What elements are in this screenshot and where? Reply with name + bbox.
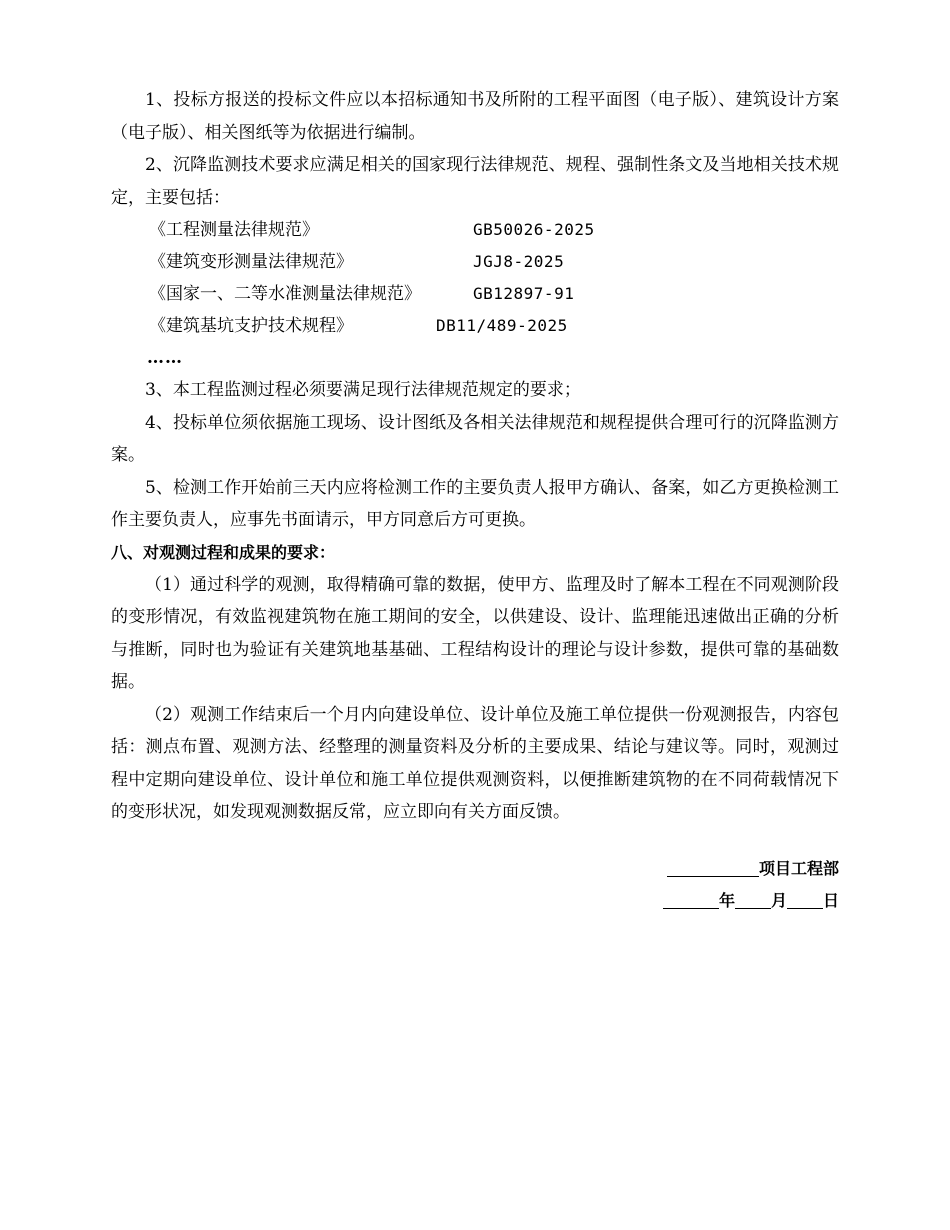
standard-name: 《工程测量法律规范》 xyxy=(149,220,319,240)
section-8-heading: 八、对观测过程和成果的要求： xyxy=(111,542,336,562)
signature-department-line xyxy=(663,853,839,885)
section-8-paragraph-1: （1）通过科学的观测，取得精确可靠的数据，使甲方、监理及时了解本工程在不同观测阶段的变形情况，有效监视建筑物在施工期间的安全，以供建设、设计、监理能迅速做出正确的分析与推断，同时也为验证有关建筑地基基础、工程结构设计的理论与设计参数，提供可靠的基础数据。 xyxy=(111,574,839,692)
paragraph-1: 1、投标方报送的投标文件应以本招标通知书及所附的工程平面图（电子版）、建筑设计方案（电子版）、相关图纸等为依据进行编制。 xyxy=(111,90,839,143)
standard-name: 《国家一、二等水准测量法律规范》 xyxy=(149,284,421,304)
standard-name: 《建筑变形测量法律规范》 xyxy=(149,252,353,272)
standards-list xyxy=(111,214,839,342)
day-label: 日 xyxy=(822,891,839,910)
month-blank xyxy=(735,888,771,909)
list-ellipsis: …… xyxy=(147,348,183,368)
standard-code: GB12897-91 xyxy=(473,284,575,303)
month-label: 月 xyxy=(770,891,787,910)
standard-code: JGJ8-2025 xyxy=(473,252,565,271)
standard-name: 《建筑基坑支护技术规程》 xyxy=(149,316,353,336)
paragraph-4: 4、投标单位须依据施工现场、设计图纸及各相关法律规范和规程提供合理可行的沉降监测方案。 xyxy=(111,412,839,465)
department-label: 项目工程部 xyxy=(758,859,839,878)
paragraph-2: 2、沉降监测技术要求应满足相关的国家现行法律规范、规程、强制性条文及当地相关技术规定，主要包括： xyxy=(111,155,839,208)
standard-item xyxy=(111,214,839,246)
day-blank xyxy=(787,888,823,909)
standard-code: GB50026-2025 xyxy=(473,220,595,239)
paragraph-3: 3、本工程监测过程必须要满足现行法律规范规定的要求； xyxy=(145,380,581,400)
section-8-paragraph-2: （2）观测工作结束后一个月内向建设单位、设计单位及施工单位提供一份观测报告，内容包括：测点布置、观测方法、经整理的测量资料及分析的主要成果、结论与建议等。同时，观测过程中定期向建设单位、设计单位和施工单位提供观测资料，以便推断建筑物的在不同荷载情况下的变形状况，如发现观测数据反常，应立即向有关方面反馈。 xyxy=(111,704,839,822)
year-label: 年 xyxy=(718,891,735,910)
paragraph-5: 5、检测工作开始前三天内应将检测工作的主要负责人报甲方确认、备案，如乙方更换检测工作主要负责人，应事先书面请示，甲方同意后方可更换。 xyxy=(111,477,839,530)
department-blank xyxy=(667,856,759,877)
document-body xyxy=(111,84,839,829)
standard-item xyxy=(111,246,839,278)
standard-item xyxy=(111,310,839,342)
year-blank xyxy=(663,888,719,909)
standard-code: DB11/489-2025 xyxy=(436,316,568,335)
signature-block xyxy=(663,853,839,917)
signature-date-line xyxy=(663,885,839,917)
standard-item xyxy=(111,278,839,310)
